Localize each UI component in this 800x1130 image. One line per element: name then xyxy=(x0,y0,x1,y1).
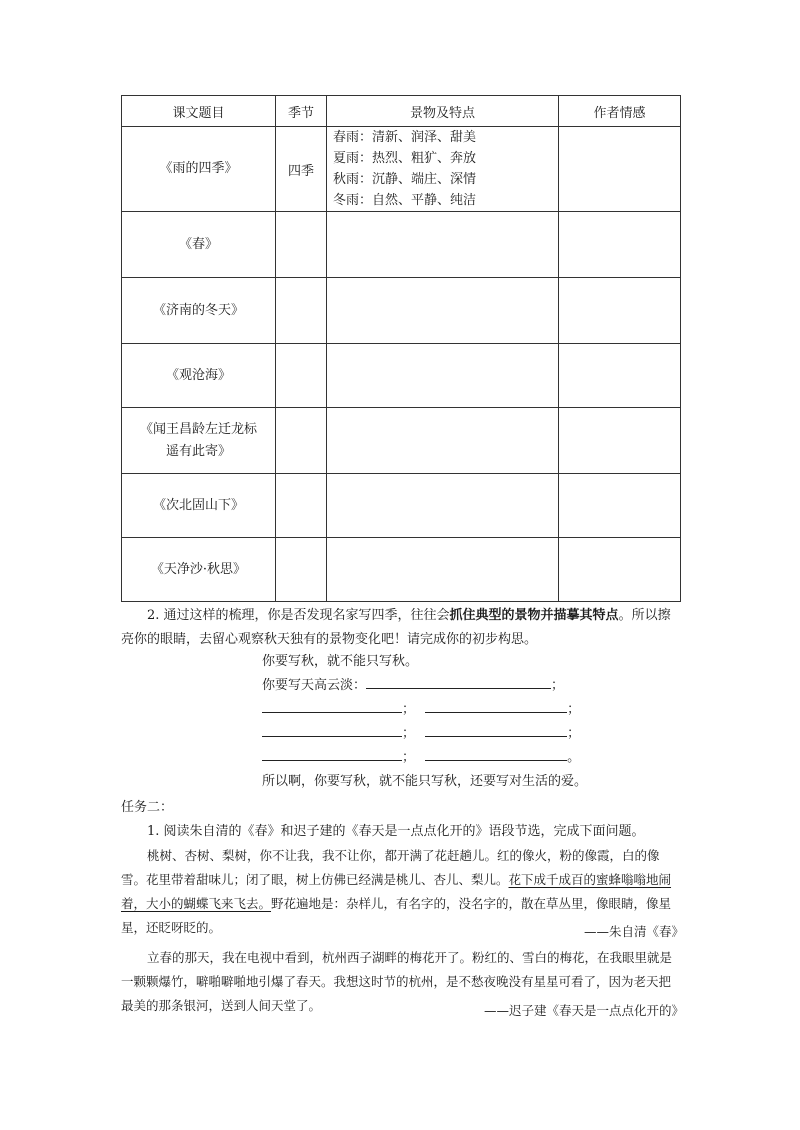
punct-semicolon: ； xyxy=(402,750,416,765)
question-2 xyxy=(121,604,681,652)
row-title: 《春》 xyxy=(122,212,276,278)
draft-line-3 xyxy=(262,698,580,717)
row-title: 《雨的四季》 xyxy=(122,127,276,212)
draft-line-1: 你要写秋，就不能只写秋。 xyxy=(262,654,419,669)
draft-ending: 所以啊，你要写秋，就不能只写秋，还要写对生活的爱。 xyxy=(262,774,588,789)
draft-line-4 xyxy=(262,722,580,741)
season-summary-table xyxy=(121,95,681,602)
row-title-line1: 《闻王昌龄左迁龙标 xyxy=(139,421,257,437)
table-row xyxy=(122,212,681,278)
table-header-row xyxy=(122,96,681,127)
row-title: 《济南的冬天》 xyxy=(122,278,276,344)
passage-1-before: 桃树、杏树、梨树，你不让我，我不让你，都开满了花赶趟儿。红的像火，粉的像霞，白的像雪。花里带着甜味儿；闭了眼，树上仿佛已经满是桃儿、杏儿、梨儿。 xyxy=(121,848,660,887)
row-season-cell[interactable] xyxy=(276,538,327,602)
passage-2-credit: ——迟子建《春天是一点点化开的》 xyxy=(483,1003,684,1018)
question-2-text-a: 2. 通过这样的梳理，你是否发现名家写四季，往往会 xyxy=(147,608,450,623)
header-scenery: 景物及特点 xyxy=(327,96,559,127)
row-emotion-cell[interactable] xyxy=(559,212,681,278)
answer-blank[interactable] xyxy=(425,698,567,713)
draft-line-2 xyxy=(262,674,564,693)
row-title-line2: 遥有此寄》 xyxy=(165,443,231,459)
row-season-cell[interactable] xyxy=(276,212,327,278)
passage-spring-chi: 立春的那天，我在电视中看到，杭州西子湖畔的梅花开了。粉红的、雪白的梅花，在我眼里就是一颗颗爆竹，噼啪噼啪地引爆了春天。我想这时节的杭州，是不愁夜晚没有星星可看了，因为老天把最美的那条银河，送到人间天堂了。 xyxy=(121,950,673,1013)
question-2-emphasis: 抓住典型的景物并描摹其特点 xyxy=(449,608,619,623)
header-title: 课文题目 xyxy=(122,96,276,127)
answer-blank[interactable] xyxy=(425,746,567,761)
punct-semicolon: ； xyxy=(551,678,565,693)
row-emotion-cell[interactable] xyxy=(559,344,681,408)
answer-blank[interactable] xyxy=(262,746,402,761)
scenery-autumn-rain: 秋雨：沉静、端庄、深情 xyxy=(333,172,477,187)
row-scenery xyxy=(327,127,559,212)
punct-semicolon: ； xyxy=(402,702,416,717)
row-title: 《次北固山下》 xyxy=(122,474,276,538)
punct-semicolon: ； xyxy=(567,726,581,741)
table-row xyxy=(122,278,681,344)
header-emotion: 作者情感 xyxy=(559,96,681,127)
row-season: 四季 xyxy=(276,127,327,212)
table-row xyxy=(122,344,681,408)
draft-line-5 xyxy=(262,746,580,765)
row-emotion-cell[interactable] xyxy=(559,408,681,474)
passage-1-credit: ——朱自清《春》 xyxy=(583,924,684,939)
punct-semicolon: ； xyxy=(567,702,581,717)
table-row xyxy=(122,408,681,474)
row-scenery-cell[interactable] xyxy=(327,538,559,602)
row-season-cell[interactable] xyxy=(276,278,327,344)
passage-1-underlined: 花下成千成百的蜜蜂嗡嗡地闹着，大小的蝴蝶飞来飞去。 xyxy=(121,872,672,911)
row-emotion-cell[interactable] xyxy=(559,474,681,538)
row-title: 《天净沙·秋思》 xyxy=(122,538,276,602)
table-row xyxy=(122,127,681,212)
row-title: 《观沧海》 xyxy=(122,344,276,408)
task-2-instruction: 1. 阅读朱自清的《春》和迟子建的《春天是一点点化开的》语段节选，完成下面问题。 xyxy=(147,824,645,839)
table-row xyxy=(122,474,681,538)
row-scenery-cell[interactable] xyxy=(327,474,559,538)
table-row xyxy=(122,538,681,602)
scenery-spring-rain: 春雨：清新、润泽、甜美 xyxy=(333,130,477,145)
answer-blank[interactable] xyxy=(262,698,402,713)
answer-blank[interactable] xyxy=(366,674,551,689)
row-scenery-cell[interactable] xyxy=(327,344,559,408)
row-season-cell[interactable] xyxy=(276,474,327,538)
row-season-cell[interactable] xyxy=(276,408,327,474)
row-emotion-cell[interactable] xyxy=(559,278,681,344)
row-emotion-cell[interactable] xyxy=(559,538,681,602)
punct-period: 。 xyxy=(567,750,581,765)
row-scenery-cell[interactable] xyxy=(327,278,559,344)
row-emotion-cell[interactable] xyxy=(559,127,681,212)
punct-semicolon: ； xyxy=(402,726,416,741)
passage-1-after: 野花遍地是：杂样儿，有名字的，没名字的，散在草丛里，像眼睛，像星星，还眨呀眨的。 xyxy=(121,896,672,935)
row-season-cell[interactable] xyxy=(276,344,327,408)
row-title xyxy=(122,408,276,474)
scenery-winter-rain: 冬雨：自然、平静、纯洁 xyxy=(333,193,477,208)
scenery-summer-rain: 夏雨：热烈、粗犷、奔放 xyxy=(333,151,477,166)
header-season: 季节 xyxy=(276,96,327,127)
row-scenery-cell[interactable] xyxy=(327,212,559,278)
answer-blank[interactable] xyxy=(425,722,567,737)
question-2-text-b: 。所以擦亮你的眼睛，去留心观察秋天独有的景物变化吧！请完成你的初步构思。 xyxy=(121,608,671,647)
row-scenery-cell[interactable] xyxy=(327,408,559,474)
draft-line-2-prefix: 你要写天高云淡： xyxy=(262,678,367,693)
task-2-heading: 任务二： xyxy=(121,800,174,815)
answer-blank[interactable] xyxy=(262,722,402,737)
